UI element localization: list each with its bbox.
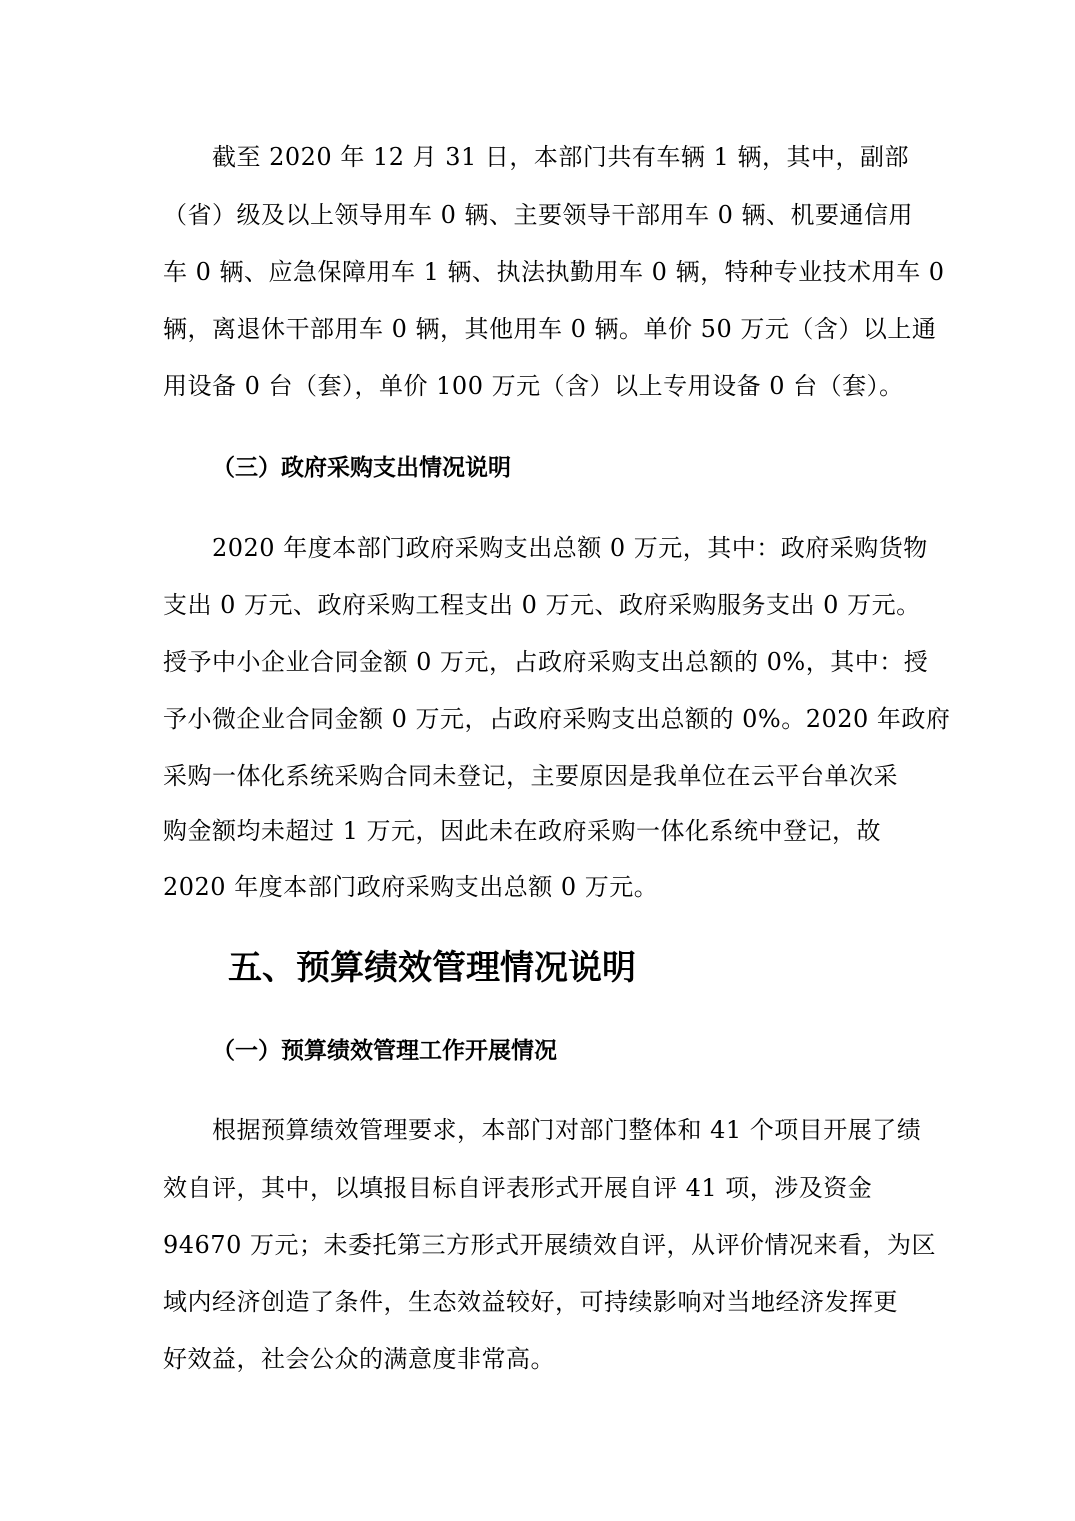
- vehicles-line-2: （省）级及以上领导用车 0 辆、主要领导干部用车 0 辆、机要通信用: [163, 201, 914, 229]
- vehicles-line-3: 车 0 辆、应急保障用车 1 辆、执法执勤用车 0 辆，特种专业技术用车 0: [163, 258, 945, 286]
- performance-subheading: （一）预算绩效管理工作开展情况: [212, 1037, 557, 1064]
- performance-line-2: 效自评，其中，以填报目标自评表形式开展自评 41 项，涉及资金: [163, 1174, 873, 1202]
- performance-section-title: 五、预算绩效管理情况说明: [228, 948, 636, 988]
- vehicles-line-1: 截至 2020 年 12 月 31 日，本部门共有车辆 1 辆，其中，副部: [212, 143, 909, 171]
- performance-line-3: 94670 万元；未委托第三方形式开展绩效自评，从评价情况来看，为区: [163, 1231, 936, 1259]
- procurement-line-2: 支出 0 万元、政府采购工程支出 0 万元、政府采购服务支出 0 万元。: [163, 591, 921, 619]
- performance-line-4: 域内经济创造了条件，生态效益较好，可持续影响对当地经济发挥更: [163, 1288, 898, 1316]
- procurement-line-1: 2020 年度本部门政府采购支出总额 0 万元，其中：政府采购货物: [212, 534, 928, 562]
- vehicles-line-4: 辆，离退休干部用车 0 辆，其他用车 0 辆。单价 50 万元（含）以上通: [163, 315, 937, 343]
- procurement-line-7: 2020 年度本部门政府采购支出总额 0 万元。: [163, 873, 659, 901]
- vehicles-line-5: 用设备 0 台（套），单价 100 万元（含）以上专用设备 0 台（套）。: [163, 372, 904, 400]
- procurement-line-6: 购金额均未超过 1 万元，因此未在政府采购一体化系统中登记，故: [163, 817, 882, 845]
- procurement-line-3: 授予中小企业合同金额 0 万元，占政府采购支出总额的 0%，其中：授: [163, 648, 929, 676]
- procurement-line-5: 采购一体化系统采购合同未登记，主要原因是我单位在云平台单次采: [163, 762, 898, 790]
- procurement-heading: （三）政府采购支出情况说明: [212, 454, 511, 481]
- performance-line-1: 根据预算绩效管理要求，本部门对部门整体和 41 个项目开展了绩: [212, 1116, 922, 1144]
- procurement-line-4: 予小微企业合同金额 0 万元，占政府采购支出总额的 0%。2020 年政府: [163, 705, 951, 733]
- performance-line-5: 好效益，社会公众的满意度非常高。: [163, 1345, 555, 1373]
